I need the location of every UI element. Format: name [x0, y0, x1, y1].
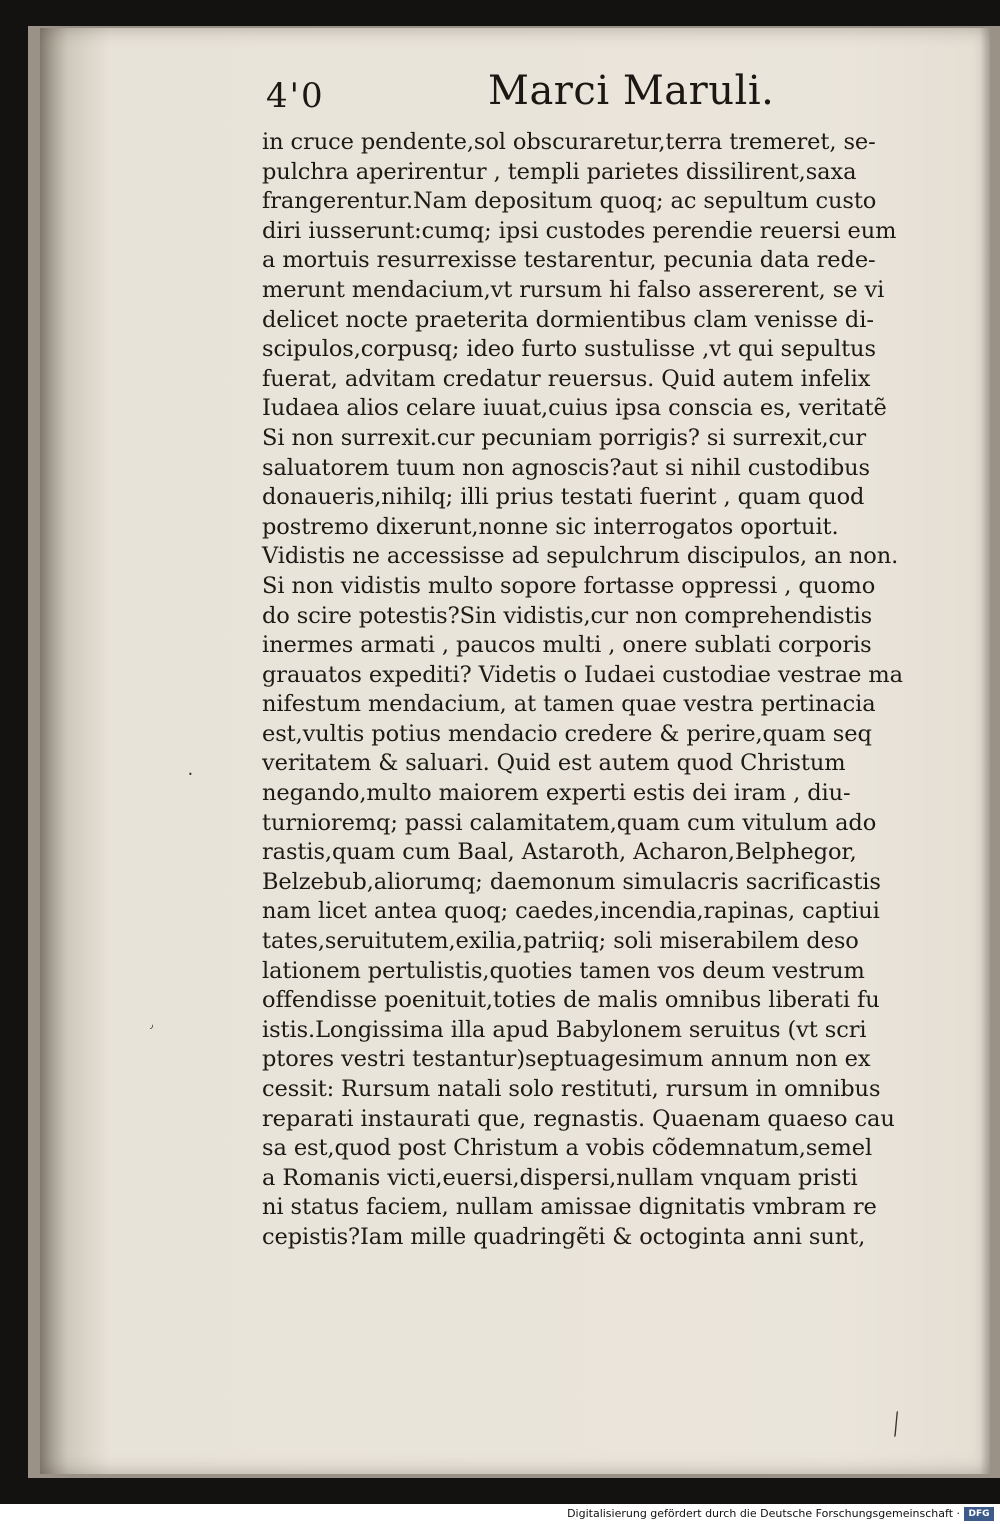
- text-line: frangerentur.Nam depositum quoq; ac sepultum custo: [262, 188, 877, 215]
- text-line: cessit: Rursum natali solo restituti, rursum in omnibus: [262, 1076, 881, 1102]
- text-line: nifestum mendacium, at tamen quae vestra pertinacia: [262, 691, 876, 718]
- text-line: reparati instaurati que, regnastis. Quaenam quaeso cau: [262, 1105, 895, 1132]
- text-line: negando,multo maiorem experti estis dei iram , diu-: [262, 780, 851, 807]
- text-line: offendisse poenituit,toties de malis omnibus liberati fu: [262, 987, 880, 1014]
- running-title: Marci Maruli.: [488, 68, 775, 114]
- text-line: saluatorem tuum non agnoscis?aut si nihil custodibus: [262, 454, 870, 481]
- text-line: nam licet antea quoq; caedes,incendia,rapinas, captiui: [262, 898, 880, 925]
- ink-speck: •: [188, 770, 193, 779]
- text-line: fuerat, advitam credatur reuersus. Quid autem infelix: [262, 365, 871, 392]
- body-text: [262, 128, 952, 1253]
- text-line: istis.Longissima illa apud Babylonem seruitus (vt scri: [262, 1016, 867, 1043]
- text-line: cepistis?Iam mille quadringẽti & octoginta anni sunt,: [262, 1223, 866, 1250]
- text-line: rastis,quam cum Baal, Astaroth, Acharon,Belphegor,: [262, 839, 857, 866]
- ink-speck: ٫: [150, 1020, 154, 1031]
- text-line: tates,seruitutem,exilia,patriiq; soli miserabilem deso: [262, 928, 859, 955]
- text-line: do scire potestis?Sin vidistis,cur non comprehendistis: [262, 602, 873, 629]
- text-line: lationem pertulistis,quoties tamen vos deum vestrum: [262, 957, 865, 984]
- text-line: diri iusserunt:cumq; ipsi custodes perendie reuersi eum: [262, 217, 897, 244]
- text-line: inermes armati , paucos multi , onere sublati corporis: [262, 632, 872, 659]
- text-line: Belzebub,aliorumq; daemonum simulacris sacrificastis: [262, 868, 881, 895]
- text-line: Iudaea alios celare iuuat,cuius ipsa conscia es, veritatẽ: [262, 395, 887, 422]
- running-head: [266, 68, 786, 114]
- footer-credit: Digitalisierung gefördert durch die Deutsche Forschungsgemeinschaft ·: [567, 1507, 960, 1520]
- text-line: in cruce pendente,sol obscuraretur,terra tremeret, se-: [262, 129, 876, 155]
- text-line: ni status faciem, nullam amissae dignitatis vmbram re: [262, 1194, 877, 1221]
- dfg-logo: DFG: [964, 1507, 994, 1521]
- text-line: scipulos,corpusq; ideo furto sustulisse ,vt qui sepultus: [262, 336, 876, 363]
- ink-stroke: ⟋: [880, 1407, 913, 1443]
- text-line: est,vultis potius mendacio credere & perire,quam seq: [262, 720, 872, 747]
- text-line: a Romanis victi,euersi,dispersi,nullam vnquam pristi: [262, 1164, 858, 1191]
- text-line: pulchra aperirentur , templi parietes dissilirent,saxa: [262, 158, 857, 185]
- page-number: 4'0: [266, 76, 325, 116]
- text-line: grauatos expediti? Videtis o Iudaei custodiae vestrae ma: [262, 661, 903, 688]
- text-line: sa est,quod post Christum a vobis cõdemnatum,semel: [262, 1135, 873, 1162]
- text-line: a mortuis resurrexisse testarentur, pecunia data rede-: [262, 247, 876, 274]
- text-line: ptores vestri testantur)septuagesimum annum non ex: [262, 1046, 871, 1073]
- text-line: delicet nocte praeterita dormientibus clam venisse di-: [262, 306, 874, 333]
- text-line: postremo dixerunt,nonne sic interrogatos oportuit.: [262, 513, 839, 540]
- text-line: donaueris,nihilq; illi prius testati fuerint , quam quod: [262, 484, 865, 511]
- text-line: Vidistis ne accessisse ad sepulchrum discipulos, an non.: [262, 543, 899, 570]
- text-line: turnioremq; passi calamitatem,quam cum vitulum ado: [262, 809, 877, 836]
- text-line: Si non surrexit.cur pecuniam porrigis? si surrexit,cur: [262, 424, 867, 451]
- text-line: Si non vidistis multo sopore fortasse oppressi , quomo: [262, 572, 876, 599]
- text-line: veritatem & saluari. Quid est autem quod Christum: [262, 750, 846, 777]
- text-line: merunt mendacium,vt rursum hi falso assererent, se vi: [262, 276, 885, 303]
- footer: [0, 1504, 1000, 1524]
